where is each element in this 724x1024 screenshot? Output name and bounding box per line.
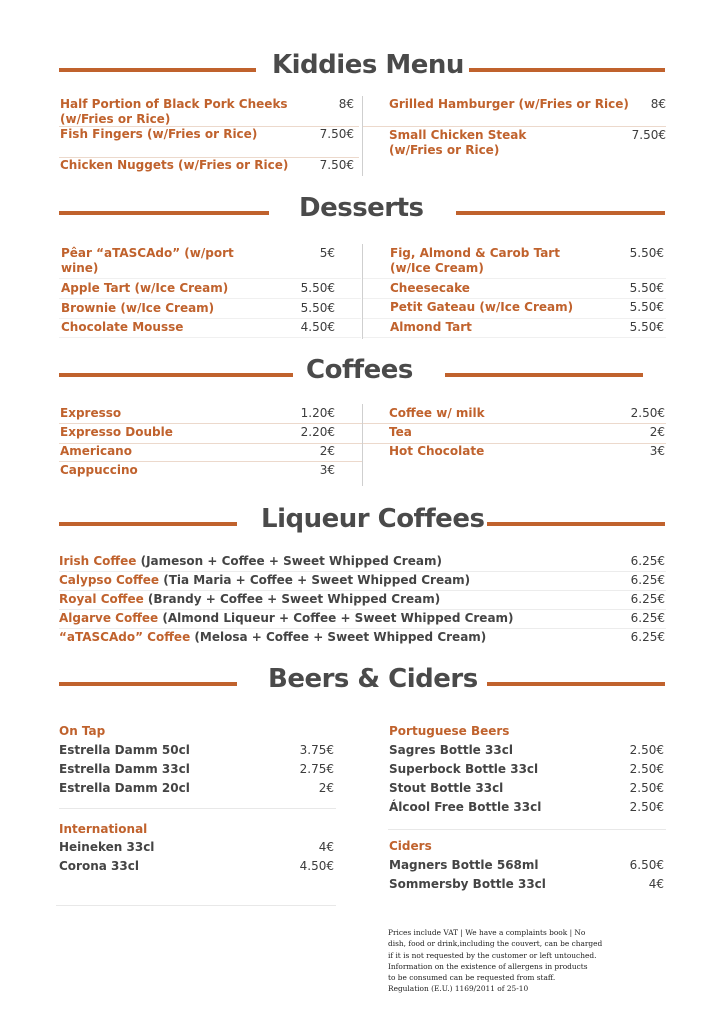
item-price: 2.50€ bbox=[629, 800, 664, 814]
item-name: Hot Chocolate bbox=[389, 444, 485, 458]
row-separator bbox=[59, 590, 666, 591]
item-name: Sommersby Bottle 33cl bbox=[389, 877, 546, 891]
item-name: Irish Coffee (Jameson + Coffee + Sweet Whipped Cream) bbox=[59, 554, 442, 568]
item-price: 4€ bbox=[318, 840, 334, 854]
group-separator bbox=[388, 829, 666, 830]
note-line: Prices include VAT | We have a complaints book | No bbox=[388, 928, 586, 937]
item-name: Álcool Free Bottle 33cl bbox=[389, 800, 542, 814]
item-price: 6.25€ bbox=[630, 573, 665, 587]
item-name: Calypso Coffee (Tia Maria + Coffee + Sweet Whipped Cream) bbox=[59, 573, 471, 587]
note-line: Information on the existence of allergens in products bbox=[388, 961, 588, 971]
item-price: 4€ bbox=[648, 877, 664, 891]
divider-rule bbox=[59, 68, 256, 72]
item-name: Estrella Damm 33cl bbox=[59, 762, 190, 776]
note-line: Regulation (E.U.) 1169/2011 of 25-10 bbox=[388, 984, 529, 994]
column-divider bbox=[362, 96, 363, 176]
item-price: 5.50€ bbox=[629, 300, 664, 314]
item-name: “aTASCAdo” Coffee (Melosa + Coffee + Sweet Whipped Cream) bbox=[59, 630, 487, 644]
divider-rule bbox=[445, 373, 643, 377]
subheading-portuguese-beers: Portuguese Beers bbox=[389, 724, 510, 738]
item-price: 4.50€ bbox=[299, 859, 334, 873]
item-price: 3€ bbox=[649, 444, 665, 458]
item-price: 5.50€ bbox=[629, 246, 664, 260]
row-separator bbox=[363, 318, 666, 319]
column-divider bbox=[362, 404, 363, 486]
item-price: 5.50€ bbox=[629, 281, 664, 295]
item-name-cont: (w/Fries or Rice) bbox=[60, 112, 171, 126]
item-price: 7.50€ bbox=[631, 128, 666, 142]
item-price: 4.50€ bbox=[300, 320, 335, 334]
item-name-cont: (w/Ice Cream) bbox=[390, 261, 484, 275]
item-name: Stout Bottle 33cl bbox=[389, 781, 504, 795]
row-separator bbox=[363, 423, 666, 424]
item-price: 2.20€ bbox=[300, 425, 335, 439]
item-price: 2.75€ bbox=[299, 762, 334, 776]
section-title-coffees: Coffees bbox=[306, 355, 413, 385]
item-name: Algarve Coffee (Almond Liqueur + Coffee + Sweet Whipped Cream) bbox=[59, 611, 514, 625]
item-price: 7.50€ bbox=[319, 158, 354, 172]
item-name: Expresso bbox=[60, 406, 122, 420]
section-title-desserts: Desserts bbox=[299, 193, 424, 223]
section-title-kiddies: Kiddies Menu bbox=[272, 50, 464, 80]
item-price: 2€ bbox=[319, 444, 335, 458]
divider-rule bbox=[487, 522, 665, 526]
item-price: 2.50€ bbox=[629, 743, 664, 757]
row-separator bbox=[59, 298, 361, 299]
item-name: Chocolate Mousse bbox=[61, 320, 184, 334]
menu-item bbox=[60, 97, 354, 127]
divider-rule bbox=[456, 211, 665, 215]
item-price: 5.50€ bbox=[300, 301, 335, 315]
item-name: Half Portion of Black Pork Cheeks bbox=[60, 97, 288, 111]
row-separator bbox=[59, 628, 666, 629]
item-name: Americano bbox=[60, 444, 132, 458]
item-name: Estrella Damm 50cl bbox=[59, 743, 190, 757]
group-separator bbox=[56, 905, 336, 906]
item-name: Magners Bottle 568ml bbox=[389, 858, 539, 872]
row-separator bbox=[59, 337, 361, 338]
item-price: 7.50€ bbox=[319, 127, 354, 141]
item-price: 6.50€ bbox=[629, 858, 664, 872]
item-name: Chicken Nuggets (w/Fries or Rice) bbox=[60, 158, 289, 172]
item-name: Estrella Damm 20cl bbox=[59, 781, 190, 795]
item-name: Petit Gateau (w/Ice Cream) bbox=[390, 300, 574, 314]
item-price: 3€ bbox=[319, 463, 335, 477]
row-separator bbox=[59, 571, 666, 572]
group-separator bbox=[59, 808, 336, 809]
item-name-cont: wine) bbox=[61, 261, 99, 275]
item-name: Cheesecake bbox=[390, 281, 470, 295]
column-divider bbox=[362, 244, 363, 339]
divider-rule bbox=[59, 373, 293, 377]
item-name: Almond Tart bbox=[390, 320, 472, 334]
item-price: 6.25€ bbox=[630, 592, 665, 606]
row-separator bbox=[59, 461, 362, 462]
item-price: 6.25€ bbox=[630, 630, 665, 644]
item-name: Heineken 33cl bbox=[59, 840, 155, 854]
section-header-coffees bbox=[0, 355, 724, 395]
row-separator bbox=[59, 609, 666, 610]
item-price: 5.50€ bbox=[629, 320, 664, 334]
item-name: Coffee w/ milk bbox=[389, 406, 485, 420]
section-header-desserts bbox=[0, 193, 724, 233]
row-separator bbox=[59, 318, 361, 319]
item-name: Fish Fingers (w/Fries or Rice) bbox=[60, 127, 258, 141]
item-name: Expresso Double bbox=[60, 425, 173, 439]
section-header-liqueur-coffees bbox=[0, 504, 724, 544]
item-name: Apple Tart (w/Ice Cream) bbox=[61, 281, 229, 295]
item-price: 6.25€ bbox=[630, 611, 665, 625]
row-separator bbox=[59, 423, 362, 424]
item-name: Brownie (w/Ice Cream) bbox=[61, 301, 215, 315]
row-separator bbox=[363, 337, 666, 338]
item-price: 5.50€ bbox=[300, 281, 335, 295]
note-line: to be consumed can be requested from staff. bbox=[388, 973, 556, 983]
row-separator bbox=[363, 278, 666, 279]
item-name: Grilled Hamburger (w/Fries or Rice) bbox=[389, 97, 629, 111]
item-name: Corona 33cl bbox=[59, 859, 139, 873]
subheading-international: International bbox=[59, 822, 148, 836]
divider-rule bbox=[469, 68, 665, 72]
item-price: 2€ bbox=[318, 781, 334, 795]
item-price: 2€ bbox=[649, 425, 665, 439]
row-separator bbox=[59, 278, 361, 279]
item-price: 8€ bbox=[650, 97, 666, 111]
section-title-beers-ciders: Beers & Ciders bbox=[268, 664, 478, 694]
divider-rule bbox=[59, 522, 237, 526]
row-separator bbox=[363, 298, 666, 299]
section-header-kiddies bbox=[0, 50, 724, 90]
item-name-cont: (w/Fries or Rice) bbox=[389, 143, 500, 157]
divider-rule bbox=[487, 682, 665, 686]
item-price: 6.25€ bbox=[630, 554, 665, 568]
legal-footer-note bbox=[388, 927, 603, 995]
item-name: Pêar “aTASCAdo” (w/port bbox=[61, 246, 234, 260]
item-name: Royal Coffee (Brandy + Coffee + Sweet Whipped Cream) bbox=[59, 592, 441, 606]
item-price: 3.75€ bbox=[299, 743, 334, 757]
note-line: dish, food or drink,including the couvert, can be charged bbox=[388, 939, 603, 949]
item-price: 5€ bbox=[319, 246, 335, 260]
note-line: if it is not requested by the customer or left untouched. bbox=[388, 950, 597, 960]
item-name: Tea bbox=[389, 425, 412, 439]
section-title-liqueur-coffees: Liqueur Coffees bbox=[261, 504, 485, 534]
item-price: 8€ bbox=[338, 97, 354, 111]
divider-rule bbox=[59, 682, 237, 686]
item-name: Superbock Bottle 33cl bbox=[389, 762, 539, 776]
item-name: Fig, Almond & Carob Tart bbox=[390, 246, 560, 260]
subheading-ciders: Ciders bbox=[389, 839, 432, 853]
subheading-on-tap: On Tap bbox=[59, 724, 106, 738]
divider-rule bbox=[59, 211, 269, 215]
item-price: 2.50€ bbox=[630, 406, 665, 420]
item-price: 2.50€ bbox=[629, 762, 664, 776]
item-name: Cappuccino bbox=[60, 463, 138, 477]
item-price: 2.50€ bbox=[629, 781, 664, 795]
item-name: Small Chicken Steak bbox=[389, 128, 527, 142]
row-separator bbox=[363, 126, 666, 127]
item-name: Sagres Bottle 33cl bbox=[389, 743, 513, 757]
item-price: 1.20€ bbox=[300, 406, 335, 420]
section-header-beers-ciders bbox=[0, 664, 724, 704]
